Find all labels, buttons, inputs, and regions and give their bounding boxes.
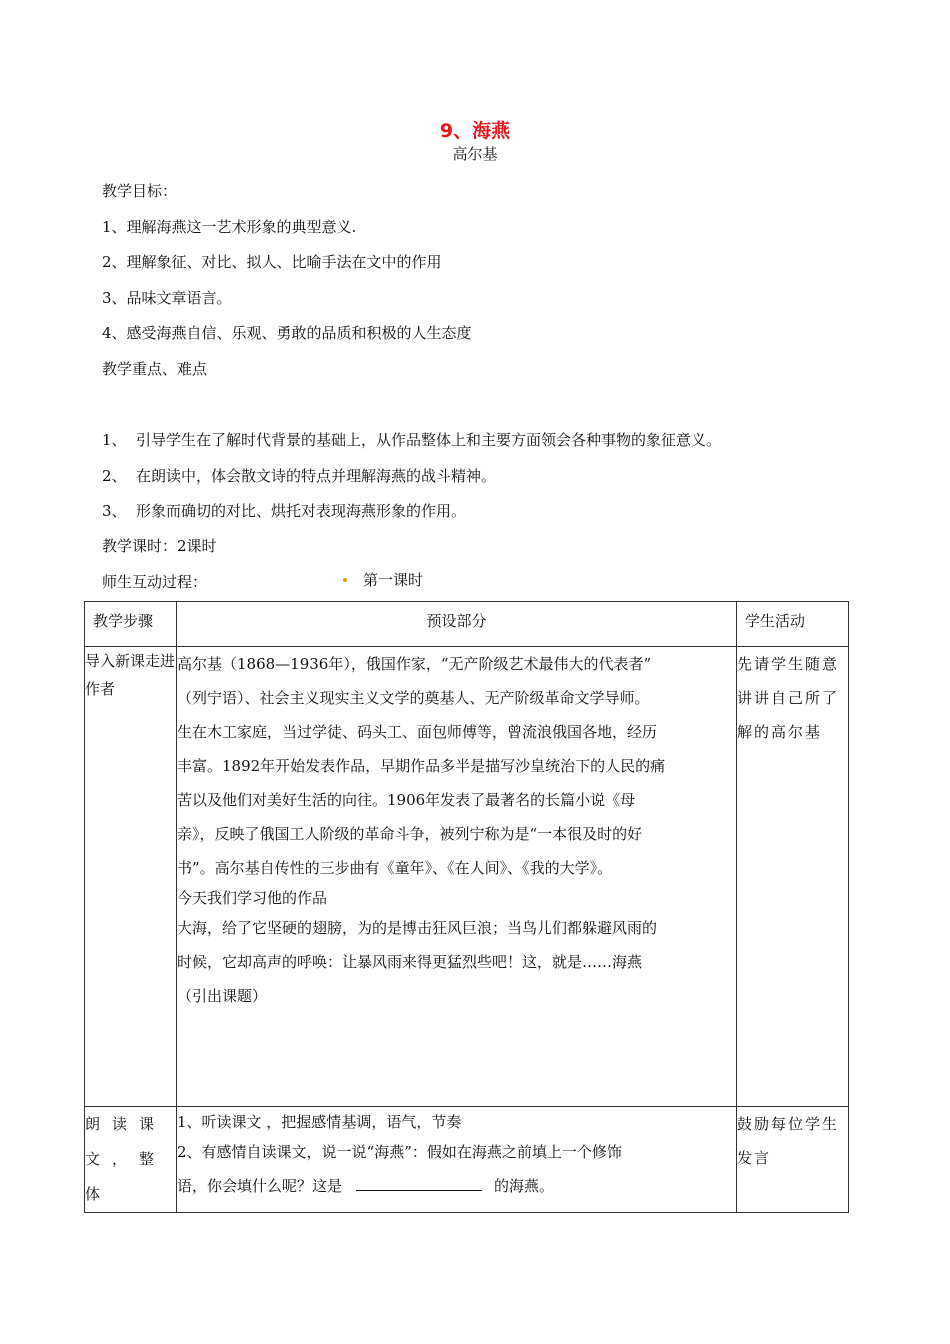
preset-line: （列宁语）、社会主义现实主义文学的奠基人、无产阶级革命文学导师。 [177,689,650,707]
key-point-number: 1、 [102,431,127,449]
author: 高尔基 [452,145,498,163]
step-cell: 朗读课文，整体 [85,1107,177,1213]
preset-line: 生在木工家庭，当过学徒、码头工、面包师傅等，曾流浪俄国各地，经历 [177,723,658,741]
section-label: 第一课时 [363,571,424,589]
student-cell: 鼓励每位学生发言 [737,1107,849,1213]
key-point-item [102,465,496,486]
fill-blank[interactable] [356,1174,482,1191]
key-points-heading: 教学重点、难点 [102,360,208,378]
class-hours: 教学课时：2课时 [102,537,217,555]
key-point-text: 形象而确切的对比、烘托对表现海燕形象的作用。 [136,502,467,520]
key-point-number: 2、 [102,467,127,485]
preset-line: 苦以及他们对美好生活的向往。1906年发表了最著名的长篇小说《母 [177,791,636,809]
student-cell: 先请学生随意讲讲自己所了解的高尔基 [737,647,849,1107]
preset-line: （引出课题） [177,987,268,1005]
key-point-number: 3、 [102,502,127,520]
page-title: 9、海燕 [439,120,511,142]
objective-item: 4、感受海燕自信、乐观、勇敢的品质和积极的人生态度 [102,324,472,342]
preset-line: 书”。高尔基自传性的三步曲有《童年》、《在人间》、《我的大学》。 [177,859,613,877]
key-point-item [102,500,466,521]
step-cell: 导入新课走进作者 [85,647,177,1107]
objectives-heading: 教学目标： [102,182,178,200]
key-point-text: 在朗读中，体会散文诗的特点并理解海燕的战斗精神。 [136,467,497,485]
header-preset: 预设部分 [177,602,737,647]
table-row [85,647,849,1107]
preset-cell [177,647,737,1107]
preset-line: 丰富。1892年开始发表作品，早期作品多半是描写沙皇统治下的人民的痛 [177,757,666,775]
fill-suffix: 的海燕。 [494,1177,555,1195]
preset-line: 1、听读课文 ，把握感情基调，语气，节奏 [177,1113,462,1131]
preset-cell [177,1107,737,1213]
preset-line: 时候，它却高声的呼唤：让暴风雨来得更猛烈些吧！这，就是……海燕 [177,953,643,971]
key-point-item [102,429,721,450]
table-header-row [85,602,849,647]
preset-line [177,1169,736,1203]
process-label: 师生互动过程： [102,573,208,591]
preset-line: 高尔基（1868—1936年），俄国作家，“无产阶级艺术最伟大的代表者” [177,655,652,673]
marker-dot [343,578,347,582]
header-student: 学生活动 [737,602,849,647]
key-point-text: 引导学生在了解时代背景的基础上，从作品整体上和主要方面领会各种事物的象征意义。 [136,431,722,449]
table-row [85,1107,849,1213]
objective-item: 1、理解海燕这一艺术形象的典型意义. [102,218,357,236]
preset-intro: 今天我们学习他的作品 [177,889,328,907]
lesson-table [84,601,849,1213]
preset-line: 2、有感情自读课文，说一说“海燕”：假如在海燕之前填上一个修饰 [177,1143,622,1161]
fill-prompt: 语，你会填什么呢？这是 [177,1177,343,1195]
objective-item: 3、品味文章语言。 [102,289,232,307]
header-step: 教学步骤 [85,602,177,647]
preset-line: 大海，给了它坚硬的翅膀，为的是博击狂风巨浪；当鸟儿们都躲避风雨的 [177,919,658,937]
preset-line: 亲》，反映了俄国工人阶级的革命斗争，被列宁称为是“一本很及时的好 [177,825,643,843]
objective-item: 2、理解象征、对比、拟人、比喻手法在文中的作用 [102,253,442,271]
